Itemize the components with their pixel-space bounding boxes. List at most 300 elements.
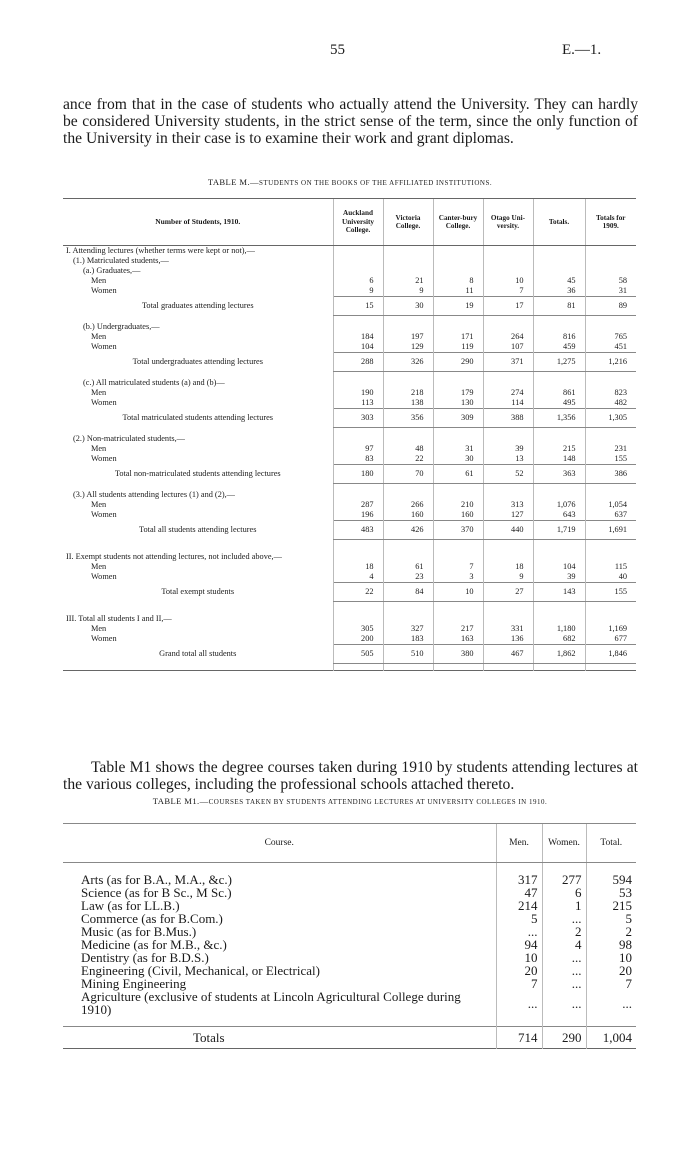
table-m-cell: 643 bbox=[533, 510, 585, 521]
table-m1-cell: 4 bbox=[542, 938, 586, 951]
page-number: 55 bbox=[330, 42, 345, 58]
table-m-row-label: Total all students attending lectures bbox=[139, 525, 257, 534]
table-m-row-label: Men bbox=[91, 276, 107, 285]
table-m-cell: 482 bbox=[585, 398, 636, 409]
table-m-cell bbox=[585, 246, 636, 257]
table-m-row bbox=[63, 378, 636, 388]
table-m-cell: 440 bbox=[483, 521, 533, 540]
table-m-cell bbox=[383, 322, 433, 332]
table-m-cell: 15 bbox=[333, 297, 383, 316]
table-m1-cell: 215 bbox=[586, 899, 636, 912]
table-m-cell: 143 bbox=[533, 583, 585, 602]
table-m1-cell: 10 bbox=[586, 951, 636, 964]
table-m-cell: 13 bbox=[483, 454, 533, 465]
table-m-cell bbox=[383, 434, 433, 444]
table-m-cell: 40 bbox=[585, 572, 636, 583]
page-header bbox=[0, 42, 700, 64]
table-m-cell: 196 bbox=[333, 510, 383, 521]
table-m-cell: 21 bbox=[383, 276, 433, 286]
table-m-cell bbox=[483, 266, 533, 276]
table-m-row-label: Men bbox=[91, 388, 107, 397]
table-m-cell: 10 bbox=[433, 583, 483, 602]
table-m1-caption bbox=[0, 796, 700, 806]
table-m-cell: 61 bbox=[383, 562, 433, 572]
table-m-cell bbox=[483, 378, 533, 388]
table-m-cell: 1,054 bbox=[585, 500, 636, 510]
table-m-cell bbox=[533, 614, 585, 624]
table-m-cell: 303 bbox=[333, 409, 383, 428]
table-m-cell bbox=[483, 256, 533, 266]
table-m-cell: 309 bbox=[433, 409, 483, 428]
table-m-row bbox=[63, 276, 636, 286]
table-m-header-row bbox=[63, 199, 636, 246]
table-m-total-row bbox=[63, 645, 636, 664]
table-m-row-label: Total non-matriculated students attending lectures bbox=[114, 469, 281, 478]
table-m-cell: 48 bbox=[383, 444, 433, 454]
table-m1-course: Arts (as for B.A., M.A., &c.) bbox=[81, 872, 232, 887]
table-m-cell: 274 bbox=[483, 388, 533, 398]
table-m-cell: 148 bbox=[533, 454, 585, 465]
table-m-cell: 22 bbox=[333, 583, 383, 602]
table-m1-course: Commerce (as for B.Com.) bbox=[81, 911, 223, 926]
table-m1-cell: 47 bbox=[496, 886, 542, 899]
table-m-cell: 290 bbox=[433, 353, 483, 372]
table-m-cell bbox=[433, 266, 483, 276]
table-m-row-label: Women bbox=[91, 634, 117, 643]
table-m-cell: 682 bbox=[533, 634, 585, 645]
table-m-cell bbox=[585, 256, 636, 266]
table-m-row bbox=[63, 624, 636, 634]
table-m-cell: 45 bbox=[533, 276, 585, 286]
table-m-body bbox=[63, 246, 636, 671]
table-m-cell bbox=[433, 246, 483, 257]
table-m-cell bbox=[483, 614, 533, 624]
table-m-row-label: Women bbox=[91, 342, 117, 351]
table-m-cell: 190 bbox=[333, 388, 383, 398]
table-m-row bbox=[63, 266, 636, 276]
table-m-col-header: Totals. bbox=[533, 199, 585, 246]
table-m-cell: 160 bbox=[433, 510, 483, 521]
table-m-row bbox=[63, 388, 636, 398]
table-m-cell: 1,691 bbox=[585, 521, 636, 540]
table-m-cell: 89 bbox=[585, 297, 636, 316]
table-m-cell: 31 bbox=[433, 444, 483, 454]
table-m1-cell: ... bbox=[542, 912, 586, 925]
table-m1-course: Law (as for LL.B.) bbox=[81, 898, 180, 913]
table-m-caption bbox=[0, 177, 700, 187]
table-m1-cell: ... bbox=[542, 990, 586, 1016]
table-m-cell: 388 bbox=[483, 409, 533, 428]
table-m-cell: 11 bbox=[433, 286, 483, 297]
table-m-row bbox=[63, 342, 636, 353]
table-m-cell: 9 bbox=[483, 572, 533, 583]
table-m-cell: 3 bbox=[433, 572, 483, 583]
table-m-row bbox=[63, 510, 636, 521]
table-m-row bbox=[63, 398, 636, 409]
table-m-row bbox=[63, 454, 636, 465]
table-m1-cell: 10 bbox=[496, 951, 542, 964]
table-m-cell: 179 bbox=[433, 388, 483, 398]
table-m1-total-cell: 1,004 bbox=[586, 1027, 636, 1049]
table-m-cell bbox=[533, 266, 585, 276]
table-m1-cell: 94 bbox=[496, 938, 542, 951]
table-m-cell: 326 bbox=[383, 353, 433, 372]
table-m-cell: 18 bbox=[333, 562, 383, 572]
table-m1-header-row bbox=[63, 824, 636, 863]
table-m-cell: 816 bbox=[533, 332, 585, 342]
table-m-row bbox=[63, 614, 636, 624]
table-m-cell bbox=[533, 378, 585, 388]
table-m-cell: 356 bbox=[383, 409, 433, 428]
document-reference: E.—1. bbox=[562, 42, 602, 58]
table-m-row bbox=[63, 634, 636, 645]
table-m-cell: 380 bbox=[433, 645, 483, 664]
table-m1-cell: ... bbox=[542, 951, 586, 964]
table-m1-course: Agriculture (exclusive of students at Lincoln Agricultural College during 1910) bbox=[81, 989, 461, 1017]
table-m-cell: 637 bbox=[585, 510, 636, 521]
table-m-row-label: (2.) Non-matriculated students,— bbox=[73, 434, 185, 443]
table-m-cell: 370 bbox=[433, 521, 483, 540]
table-m-cell: 861 bbox=[533, 388, 585, 398]
table-m-cell: 115 bbox=[585, 562, 636, 572]
table-m-cell bbox=[585, 490, 636, 500]
table-m-cell: 36 bbox=[533, 286, 585, 297]
table-m1-cell: ... bbox=[542, 977, 586, 990]
table-m-cell bbox=[433, 552, 483, 562]
table-m-col-header: Victoria College. bbox=[383, 199, 433, 246]
table-m-cell bbox=[533, 490, 585, 500]
table-m-cell: 22 bbox=[383, 454, 433, 465]
table-m-row bbox=[63, 444, 636, 454]
table-m-row bbox=[63, 322, 636, 332]
table-m-total-row bbox=[63, 465, 636, 484]
table-m-cell: 331 bbox=[483, 624, 533, 634]
table-m-cell: 9 bbox=[383, 286, 433, 297]
table-m-col-header: Auckland University College. bbox=[333, 199, 383, 246]
table-m-cell bbox=[333, 256, 383, 266]
table-m-cell bbox=[585, 322, 636, 332]
table-m-cell: 81 bbox=[533, 297, 585, 316]
table-m-cell: 184 bbox=[333, 332, 383, 342]
table-m-cell: 58 bbox=[585, 276, 636, 286]
table-m-cell: 130 bbox=[433, 398, 483, 409]
table-m1-intro-paragraph: Table M1 shows the degree courses taken during 1910 by students attending lectures at the various colleges, including the professional schools attached thereto. bbox=[63, 759, 638, 793]
table-m-total-row bbox=[63, 409, 636, 428]
table-m-cell bbox=[433, 378, 483, 388]
table-m1-cell: ... bbox=[496, 925, 542, 938]
table-m-cell bbox=[383, 552, 433, 562]
table-m1-cell: 6 bbox=[542, 886, 586, 899]
table-m-cell: 765 bbox=[585, 332, 636, 342]
table-m1-course: Mining Engineering bbox=[81, 976, 187, 991]
table-m-cell: 264 bbox=[483, 332, 533, 342]
table-m-cell: 197 bbox=[383, 332, 433, 342]
table-m-row-label: Women bbox=[91, 286, 117, 295]
table-m-cell: 1,180 bbox=[533, 624, 585, 634]
table-m-cell: 305 bbox=[333, 624, 383, 634]
table-m-cell: 288 bbox=[333, 353, 383, 372]
table-m1-course: Dentistry (as for B.D.S.) bbox=[81, 950, 209, 965]
table-m-row bbox=[63, 500, 636, 510]
table-m-cell: 183 bbox=[383, 634, 433, 645]
table-m-cell: 113 bbox=[333, 398, 383, 409]
table-m-cell: 266 bbox=[383, 500, 433, 510]
table-m-cell: 61 bbox=[433, 465, 483, 484]
table-m-col-header: Otago Uni-versity. bbox=[483, 199, 533, 246]
table-m-cell: 138 bbox=[383, 398, 433, 409]
table-m-row-label: Total undergraduates attending lectures bbox=[132, 357, 263, 366]
table-m-row-label: Grand total all students bbox=[159, 649, 237, 658]
table-m-cell bbox=[483, 490, 533, 500]
table-m-cell: 104 bbox=[333, 342, 383, 353]
table-m-cell: 136 bbox=[483, 634, 533, 645]
table-m-cell: 4 bbox=[333, 572, 383, 583]
table-m-row bbox=[63, 332, 636, 342]
table-m-cell bbox=[333, 266, 383, 276]
table-m-caption-prefix: TABLE M.— bbox=[207, 177, 259, 187]
table-m bbox=[63, 198, 636, 675]
table-m1-totals-label: Totals bbox=[63, 1027, 496, 1049]
table-m-total-row bbox=[63, 521, 636, 540]
table-m-cell bbox=[433, 256, 483, 266]
table-m-row-label: Women bbox=[91, 454, 117, 463]
table-m-cell bbox=[483, 434, 533, 444]
table-m-col-header: Totals for 1909. bbox=[585, 199, 636, 246]
table-m1-course: Medicine (as for M.B., &c.) bbox=[81, 937, 227, 952]
table-m-cell: 107 bbox=[483, 342, 533, 353]
table-m1-course: Music (as for B.Mus.) bbox=[81, 924, 197, 939]
table-m1-cell: 277 bbox=[542, 873, 586, 886]
table-m-cell bbox=[585, 614, 636, 624]
table-m1-cell: 5 bbox=[586, 912, 636, 925]
table-m-cell: 363 bbox=[533, 465, 585, 484]
table-m-cell: 218 bbox=[383, 388, 433, 398]
table-m-cell: 114 bbox=[483, 398, 533, 409]
table-m-cell bbox=[483, 552, 533, 562]
table-m-row-label: II. Exempt students not attending lectures, not included above,— bbox=[66, 552, 282, 561]
table-m-cell: 160 bbox=[383, 510, 433, 521]
table-m-cell: 1,719 bbox=[533, 521, 585, 540]
table-m-cell: 510 bbox=[383, 645, 433, 664]
table-m-cell bbox=[585, 552, 636, 562]
table-m-row bbox=[63, 552, 636, 562]
table-m1-col-header: Men. bbox=[496, 824, 542, 863]
table-m-cell: 83 bbox=[333, 454, 383, 465]
table-m-row bbox=[63, 256, 636, 266]
table-m-cell: 1,846 bbox=[585, 645, 636, 664]
table-m1-cell: 594 bbox=[586, 873, 636, 886]
table-m-cell bbox=[333, 378, 383, 388]
table-m-cell: 505 bbox=[333, 645, 383, 664]
table-m-caption-rest: STUDENTS ON THE BOOKS OF THE AFFILIATED INSTITUTIONS. bbox=[259, 179, 493, 187]
table-m1-body bbox=[63, 873, 636, 1049]
table-m-row-label: Women bbox=[91, 572, 117, 581]
table-m-cell: 18 bbox=[483, 562, 533, 572]
table-m-cell: 19 bbox=[433, 297, 483, 316]
table-m-cell bbox=[533, 256, 585, 266]
table-m-cell: 155 bbox=[585, 583, 636, 602]
table-m-row-label: (3.) All students attending lectures (1) and (2),— bbox=[73, 490, 235, 499]
table-m-total-row bbox=[63, 583, 636, 602]
table-m-cell: 171 bbox=[433, 332, 483, 342]
table-m-cell: 6 bbox=[333, 276, 383, 286]
table-m-row bbox=[63, 246, 636, 257]
table-m-row-label: I. Attending lectures (whether terms were kept or not),— bbox=[66, 246, 255, 255]
table-m-row-label: (b.) Undergraduates,— bbox=[83, 322, 160, 331]
table-m-row-label: Total matriculated students attending lectures bbox=[122, 413, 274, 422]
table-m-row-label: Men bbox=[91, 500, 107, 509]
table-m-cell: 155 bbox=[585, 454, 636, 465]
table-m-cell: 39 bbox=[533, 572, 585, 583]
table-m1-cell: ... bbox=[542, 964, 586, 977]
table-m-cell bbox=[333, 246, 383, 257]
table-m-col-header: Number of Students, 1910. bbox=[63, 199, 333, 246]
table-m1-col-header: Total. bbox=[586, 824, 636, 863]
table-m-cell bbox=[433, 614, 483, 624]
table-m-cell: 217 bbox=[433, 624, 483, 634]
table-m1-cell: ... bbox=[586, 990, 636, 1016]
table-m1-cell: 98 bbox=[586, 938, 636, 951]
table-m-cell: 30 bbox=[433, 454, 483, 465]
table-m1-totals-row bbox=[63, 1027, 636, 1049]
table-m-cell: 52 bbox=[483, 465, 533, 484]
table-m-cell: 84 bbox=[383, 583, 433, 602]
table-m1-cell: 1 bbox=[542, 899, 586, 912]
table-m-cell: 1,862 bbox=[533, 645, 585, 664]
table-m-cell bbox=[333, 434, 383, 444]
table-m-cell: 39 bbox=[483, 444, 533, 454]
table-m-row-label: III. Total all students I and II,— bbox=[66, 614, 172, 623]
table-m-cell bbox=[483, 246, 533, 257]
table-m-cell: 163 bbox=[433, 634, 483, 645]
table-m1-cell: 5 bbox=[496, 912, 542, 925]
table-m-cell bbox=[383, 246, 433, 257]
table-m-cell: 10 bbox=[483, 276, 533, 286]
table-m-cell: 483 bbox=[333, 521, 383, 540]
table-m-row bbox=[63, 572, 636, 583]
table-m-cell: 215 bbox=[533, 444, 585, 454]
table-m1-cell: 20 bbox=[586, 964, 636, 977]
table-m1-cell: 2 bbox=[586, 925, 636, 938]
table-m1-cell: 7 bbox=[586, 977, 636, 990]
table-m-cell: 459 bbox=[533, 342, 585, 353]
table-m-row bbox=[63, 490, 636, 500]
table-m-cell bbox=[585, 266, 636, 276]
table-m-cell: 17 bbox=[483, 297, 533, 316]
table-m-cell: 180 bbox=[333, 465, 383, 484]
table-m1-total-cell: 290 bbox=[542, 1027, 586, 1049]
table-m-row-label: Total exempt students bbox=[161, 587, 235, 596]
table-m-cell: 7 bbox=[433, 562, 483, 572]
table-m-cell bbox=[383, 614, 433, 624]
table-m-row-label: Women bbox=[91, 510, 117, 519]
table-m1-row bbox=[63, 990, 636, 1016]
table-m-cell: 386 bbox=[585, 465, 636, 484]
table-m-cell: 426 bbox=[383, 521, 433, 540]
table-m-row-label: Men bbox=[91, 562, 107, 571]
table-m-cell: 1,305 bbox=[585, 409, 636, 428]
table-m-cell bbox=[333, 552, 383, 562]
table-m-cell bbox=[333, 614, 383, 624]
table-m-row-label: (a.) Graduates,— bbox=[83, 266, 141, 275]
table-m-cell: 313 bbox=[483, 500, 533, 510]
table-m-cell: 467 bbox=[483, 645, 533, 664]
table-m1-col-header: Women. bbox=[542, 824, 586, 863]
table-m-cell bbox=[533, 322, 585, 332]
table-m-cell: 30 bbox=[383, 297, 433, 316]
table-m-row-label: Women bbox=[91, 398, 117, 407]
table-m-cell: 1,275 bbox=[533, 353, 585, 372]
table-m-cell bbox=[433, 322, 483, 332]
table-m-cell: 1,216 bbox=[585, 353, 636, 372]
table-m-cell: 1,076 bbox=[533, 500, 585, 510]
table-m-cell bbox=[333, 322, 383, 332]
table-m-cell: 210 bbox=[433, 500, 483, 510]
table-m-cell: 127 bbox=[483, 510, 533, 521]
table-m-row-label: Men bbox=[91, 332, 107, 341]
table-m1-cell: ... bbox=[496, 990, 542, 1016]
table-m1-cell: 2 bbox=[542, 925, 586, 938]
table-m-col-header: Canter-bury College. bbox=[433, 199, 483, 246]
table-m-cell: 27 bbox=[483, 583, 533, 602]
table-m1-course: Science (as for B Sc., M Sc.) bbox=[81, 885, 232, 900]
intro-paragraph: ance from that in the case of students who actually attend the University. They can hardly be considered University students, in the strict sense of the term, since the only function of the University in their case is to examine their work and grant diplomas. bbox=[63, 96, 638, 147]
table-m1-caption-rest: COURSES TAKEN BY STUDENTS ATTENDING LECTURES AT UNIVERSITY COLLEGES IN 1910. bbox=[208, 798, 548, 806]
table-m-cell: 823 bbox=[585, 388, 636, 398]
table-m-cell bbox=[585, 434, 636, 444]
table-m-row bbox=[63, 562, 636, 572]
table-m-cell bbox=[383, 378, 433, 388]
table-m-cell: 451 bbox=[585, 342, 636, 353]
table-m1-col-header: Course. bbox=[63, 824, 496, 863]
table-m-cell: 129 bbox=[383, 342, 433, 353]
table-m-cell: 119 bbox=[433, 342, 483, 353]
table-m-row-label: Men bbox=[91, 444, 107, 453]
table-m-row bbox=[63, 434, 636, 444]
table-m1-caption-prefix: TABLE M1.— bbox=[152, 796, 209, 806]
table-m1-cell: 214 bbox=[496, 899, 542, 912]
table-m-cell bbox=[383, 256, 433, 266]
table-m-cell: 7 bbox=[483, 286, 533, 297]
table-m-row-label: (c.) All matriculated students (a) and (b)— bbox=[83, 378, 225, 387]
table-m-cell bbox=[433, 434, 483, 444]
table-m1-total-cell: 714 bbox=[496, 1027, 542, 1049]
table-m1-course: Engineering (Civil, Mechanical, or Electrical) bbox=[81, 963, 320, 978]
table-m-cell: 1,356 bbox=[533, 409, 585, 428]
table-m-row-label: (1.) Matriculated students,— bbox=[73, 256, 169, 265]
table-m-cell bbox=[333, 490, 383, 500]
table-m-total-row bbox=[63, 353, 636, 372]
table-m-cell bbox=[533, 552, 585, 562]
table-m-cell bbox=[433, 490, 483, 500]
table-m-cell bbox=[483, 322, 533, 332]
table-m-row-label: Men bbox=[91, 624, 107, 633]
table-m-row-label: Total graduates attending lectures bbox=[141, 301, 254, 310]
table-m-cell: 495 bbox=[533, 398, 585, 409]
table-m-cell: 31 bbox=[585, 286, 636, 297]
table-m-cell: 371 bbox=[483, 353, 533, 372]
table-m-cell bbox=[383, 266, 433, 276]
table-m-cell: 231 bbox=[585, 444, 636, 454]
table-m-cell: 9 bbox=[333, 286, 383, 297]
table-m-cell: 287 bbox=[333, 500, 383, 510]
table-m-cell: 97 bbox=[333, 444, 383, 454]
table-m-cell: 1,169 bbox=[585, 624, 636, 634]
table-m-cell: 70 bbox=[383, 465, 433, 484]
table-m1-cell: 53 bbox=[586, 886, 636, 899]
table-m-row bbox=[63, 286, 636, 297]
table-m1-cell: 7 bbox=[496, 977, 542, 990]
